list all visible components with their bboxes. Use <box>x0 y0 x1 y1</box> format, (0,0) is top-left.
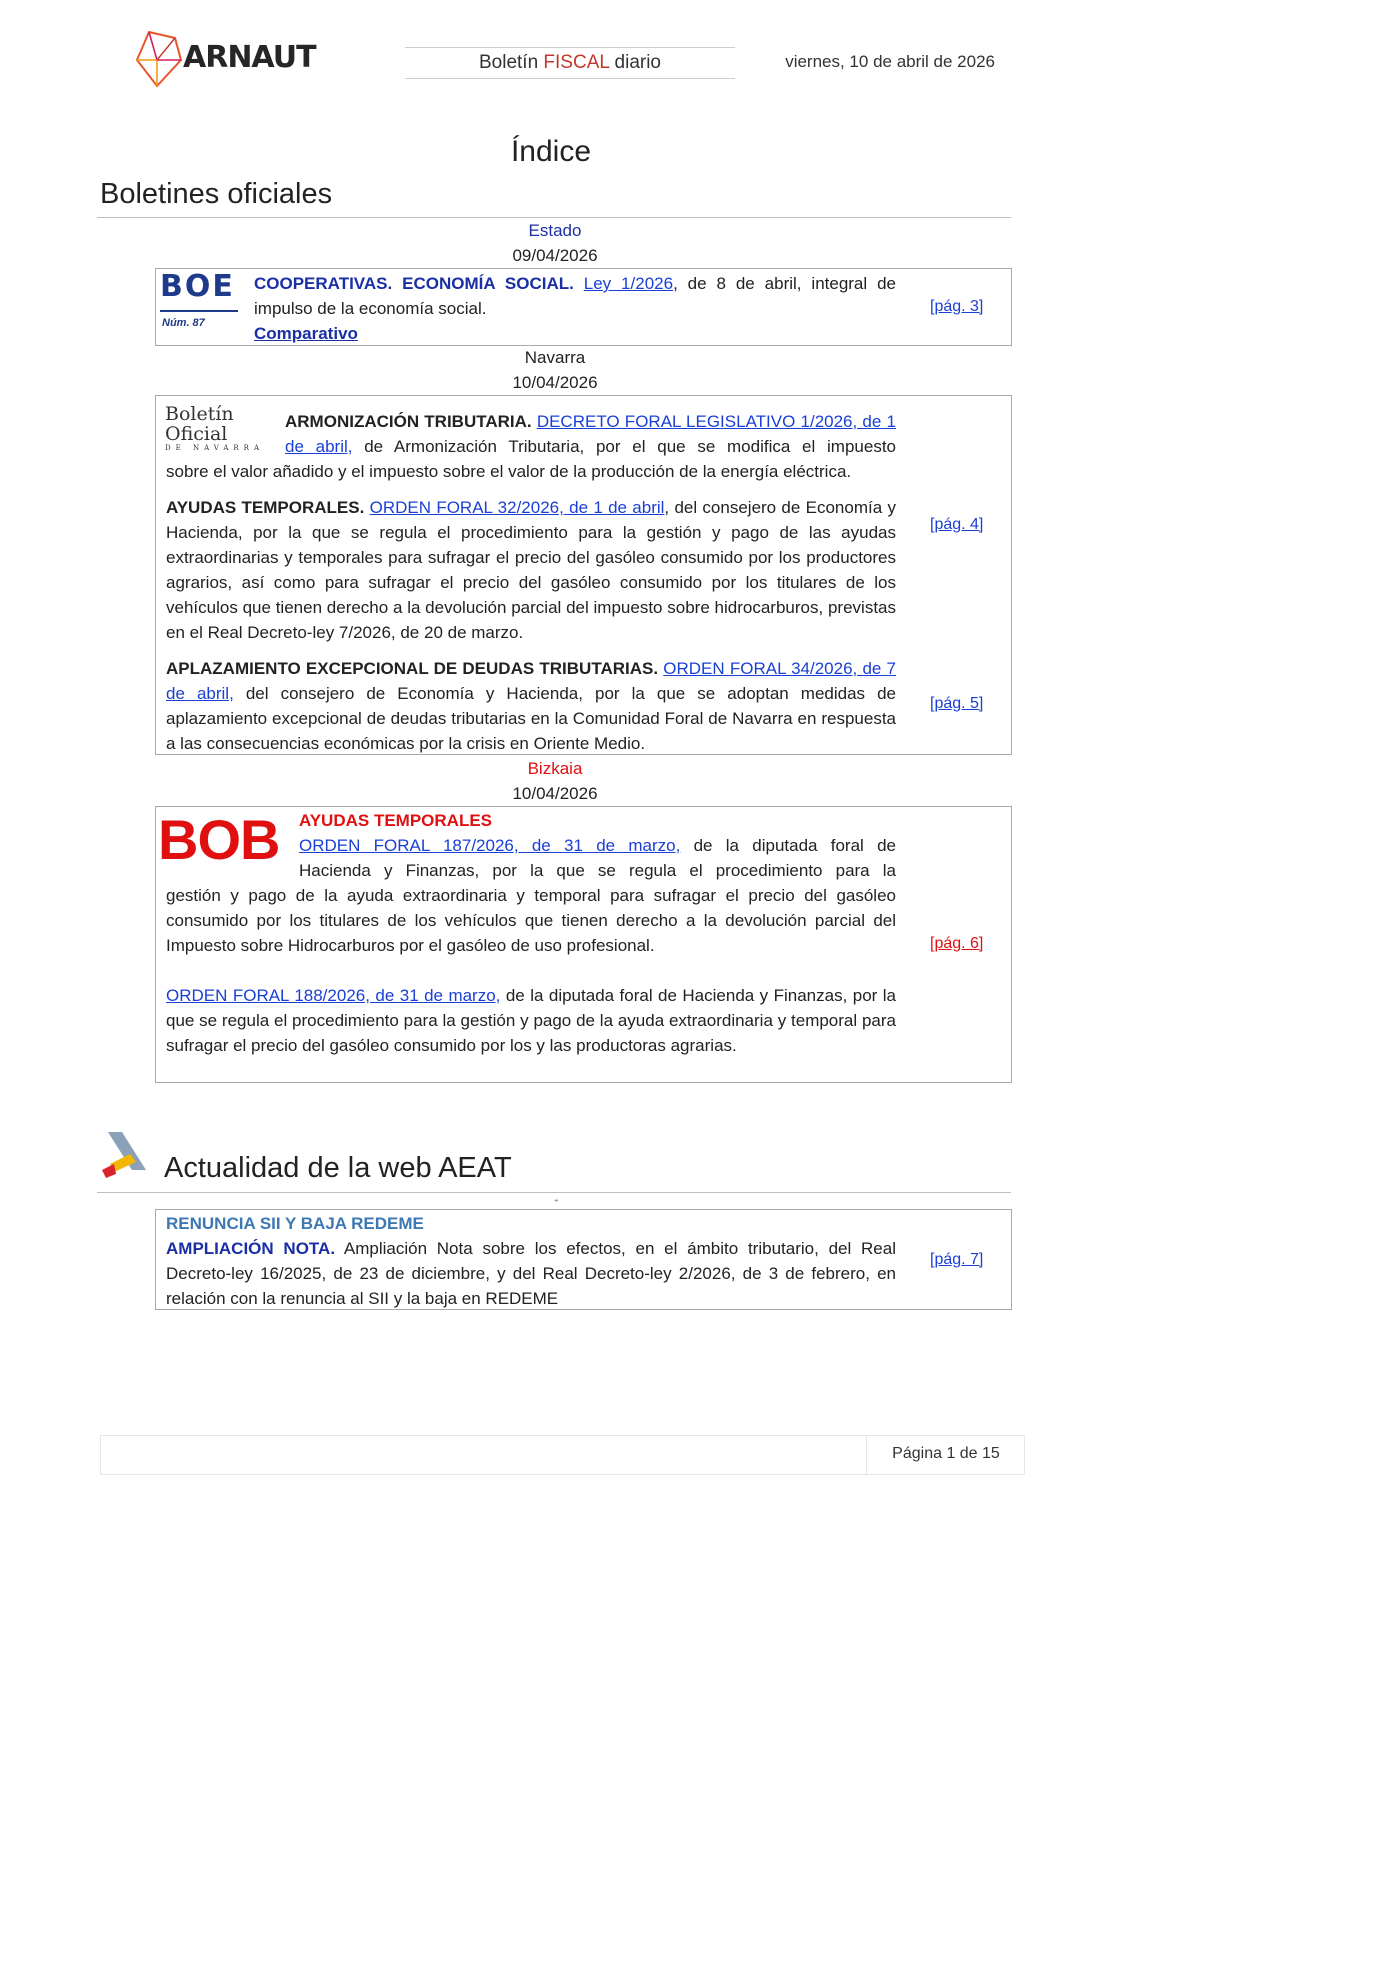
bizkaia-entry1-rest: gestión y pago de la ayuda extraordinaria y temporal para sufragar el precio del gasóleo consumido por los titulares de los vehículos que tienen derecho a la devolución parcial del Impuesto sobre Hidrocarburos por el gasóleo de uso profesional. <box>166 886 896 955</box>
estado-entry <box>254 271 896 346</box>
navarra-entry3-text: del consejero de Economía y Hacienda, por la que se adoptan medidas de aplazamiento excepcional de deudas tributarias en la Comunidad Foral de Navarra en respuesta a las consecuencias económicas por la crisis en Oriente Medio. <box>166 684 896 753</box>
navarra-orden34-link-cont[interactable]: de abril, <box>166 684 234 703</box>
arnaut-logo <box>135 30 315 90</box>
navarra-orden34-link[interactable]: ORDEN FORAL 34/2026, de 7 <box>663 659 896 678</box>
aeat-logo-icon <box>100 1130 156 1180</box>
estado-law-link[interactable]: Ley 1/2026 <box>583 274 674 293</box>
date-bizkaia: 10/04/2026 <box>512 784 598 803</box>
aeat-logo <box>100 1130 156 1180</box>
aeat-entry-text: Ampliación Nota sobre los efectos, en el ámbito tributario, del Real Decreto-ley 16/2025, de 23 de diciembre, y del Real Decreto-ley 2/2026, de 3 de febrero, en relación con la renuncia al SII y la baja en REDEME <box>166 1239 896 1308</box>
page-number: Página 1 de 15 <box>892 1445 1000 1462</box>
navarra-entry3-topic: APLAZAMIENTO EXCEPCIONAL DE DEUDAS TRIBUTARIAS. <box>166 659 659 678</box>
navarra-entry1-top <box>285 409 896 459</box>
comparativo-link[interactable]: Comparativo <box>254 324 358 343</box>
boe-logo-number: Núm. 87 <box>162 317 205 329</box>
navarra-page5-link[interactable]: [pág. 5] <box>930 695 984 712</box>
arnaut-logo-icon <box>135 30 183 88</box>
navarra-entry2-text-1: , del consejero de Economía <box>664 498 883 517</box>
estado-page-link[interactable]: [pág. 3] <box>930 298 984 315</box>
navarra-orden32-link[interactable]: ORDEN FORAL 32/2026, de 1 de abril <box>369 498 665 517</box>
boe-logo-rule <box>160 310 238 312</box>
boe-logo <box>160 269 238 334</box>
header-date: viernes, 10 de abril de 2026 <box>785 52 995 71</box>
bob-logo: BOB <box>158 808 280 871</box>
date-estado: 09/04/2026 <box>512 246 598 265</box>
aeat-entry-subtitle: RENUNCIA SII Y BAJA REDEME <box>166 1214 424 1233</box>
aeat-entry <box>166 1211 896 1311</box>
footer-divider <box>866 1436 867 1474</box>
navarra-entry2-topic: AYUDAS TEMPORALES. <box>166 498 365 517</box>
aeat-rule <box>97 1192 1011 1193</box>
bulletin-title-suffix: diario <box>609 52 661 73</box>
aeat-entry-topic: AMPLIACIÓN NOTA. <box>166 1239 336 1258</box>
navarra-decreto-link[interactable]: DECRETO FORAL LEGISLATIVO 1/2026, de 1 <box>536 412 896 431</box>
region-bizkaia: Bizkaia <box>527 759 583 778</box>
navarra-decreto-link-cont[interactable]: de abril, <box>285 437 353 456</box>
bon-logo-line1: Boletín Oficial <box>165 403 234 445</box>
bon-logo <box>165 403 265 452</box>
navarra-entry1-topic: ARMONIZACIÓN TRIBUTARIA. <box>285 412 532 431</box>
bulletin-title <box>405 47 735 79</box>
bon-logo-line2: DE NAVARRA <box>165 444 265 452</box>
date-navarra: 10/04/2026 <box>512 373 598 392</box>
bizkaia-orden187-link[interactable]: ORDEN FORAL 187/2026, de 31 de marzo, <box>299 836 681 855</box>
bizkaia-orden188-link[interactable]: ORDEN FORAL 188/2026, de 31 de marzo, <box>166 986 501 1005</box>
boletines-heading: Boletines oficiales <box>100 178 333 210</box>
bulletin-title-highlight: FISCAL <box>543 52 610 73</box>
index-title: Índice <box>510 135 592 168</box>
aeat-heading: Actualidad de la web AEAT <box>164 1152 512 1184</box>
bizkaia-entry2 <box>166 983 896 1058</box>
region-navarra: Navarra <box>524 348 586 367</box>
navarra-entry2-text-2: y Hacienda, por la que se regula el procedimiento para la gestión y pago de las ayudas extraordinarias y temporales para sufragar el precio del gasóleo consumido por los productores agrarios, así como para sufragar el precio del gasóleo consumido por los titulares de los vehículos que tienen derecho a la devolución parcial del impuesto sobre hidrocarburos, previstas en el Real Decreto-ley 7/2026, de 20 de marzo. <box>166 498 896 642</box>
boletines-rule <box>97 217 1011 218</box>
anchor-mark-icon: ⌖ <box>554 1196 559 1205</box>
navarra-entry1-line3: sobre el valor añadido y el impuesto sobre el valor de la producción de la energía eléctrica. <box>166 462 852 481</box>
bizkaia-entry1-text-1: de la diputada foral de <box>680 836 896 855</box>
navarra-entry3 <box>166 656 896 756</box>
bizkaia-entry2-text: de la diputada foral de Hacienda y Finanzas, por la que se regula el procedimiento para la gestión y pago de la ayuda extraordinaria y temporal para sufragar el precio del gasóleo consumido por los y las productoras agrarias. <box>166 986 896 1055</box>
estado-topic: COOPERATIVAS. ECONOMÍA SOCIAL. <box>254 274 574 293</box>
bizkaia-entry1-text-2: Hacienda y Finanzas, por la que se regula el procedimiento para la <box>299 861 896 880</box>
navarra-entry1-text: de Armonización Tributaria, por el que se modifica el impuesto <box>352 437 896 456</box>
bizkaia-page6-link[interactable]: [pág. 6] <box>930 935 984 952</box>
page-footer <box>100 1435 1025 1475</box>
navarra-page4-link[interactable]: [pág. 4] <box>930 516 984 533</box>
boe-logo-letters: BOE <box>160 269 235 304</box>
aeat-page7-link[interactable]: [pág. 7] <box>930 1251 984 1268</box>
bizkaia-topic: AYUDAS TEMPORALES <box>299 811 493 830</box>
estado-entry-text-1: , de 8 de abril, integral de <box>673 274 896 293</box>
estado-entry-text-2: impulso de la economía social. <box>254 299 487 318</box>
region-estado: Estado <box>528 221 582 240</box>
bizkaia-entry1-top <box>299 808 896 883</box>
bulletin-title-prefix: Boletín <box>478 52 544 73</box>
arnaut-logo-text: ARNAUT <box>183 40 316 75</box>
navarra-entry2 <box>166 495 896 645</box>
